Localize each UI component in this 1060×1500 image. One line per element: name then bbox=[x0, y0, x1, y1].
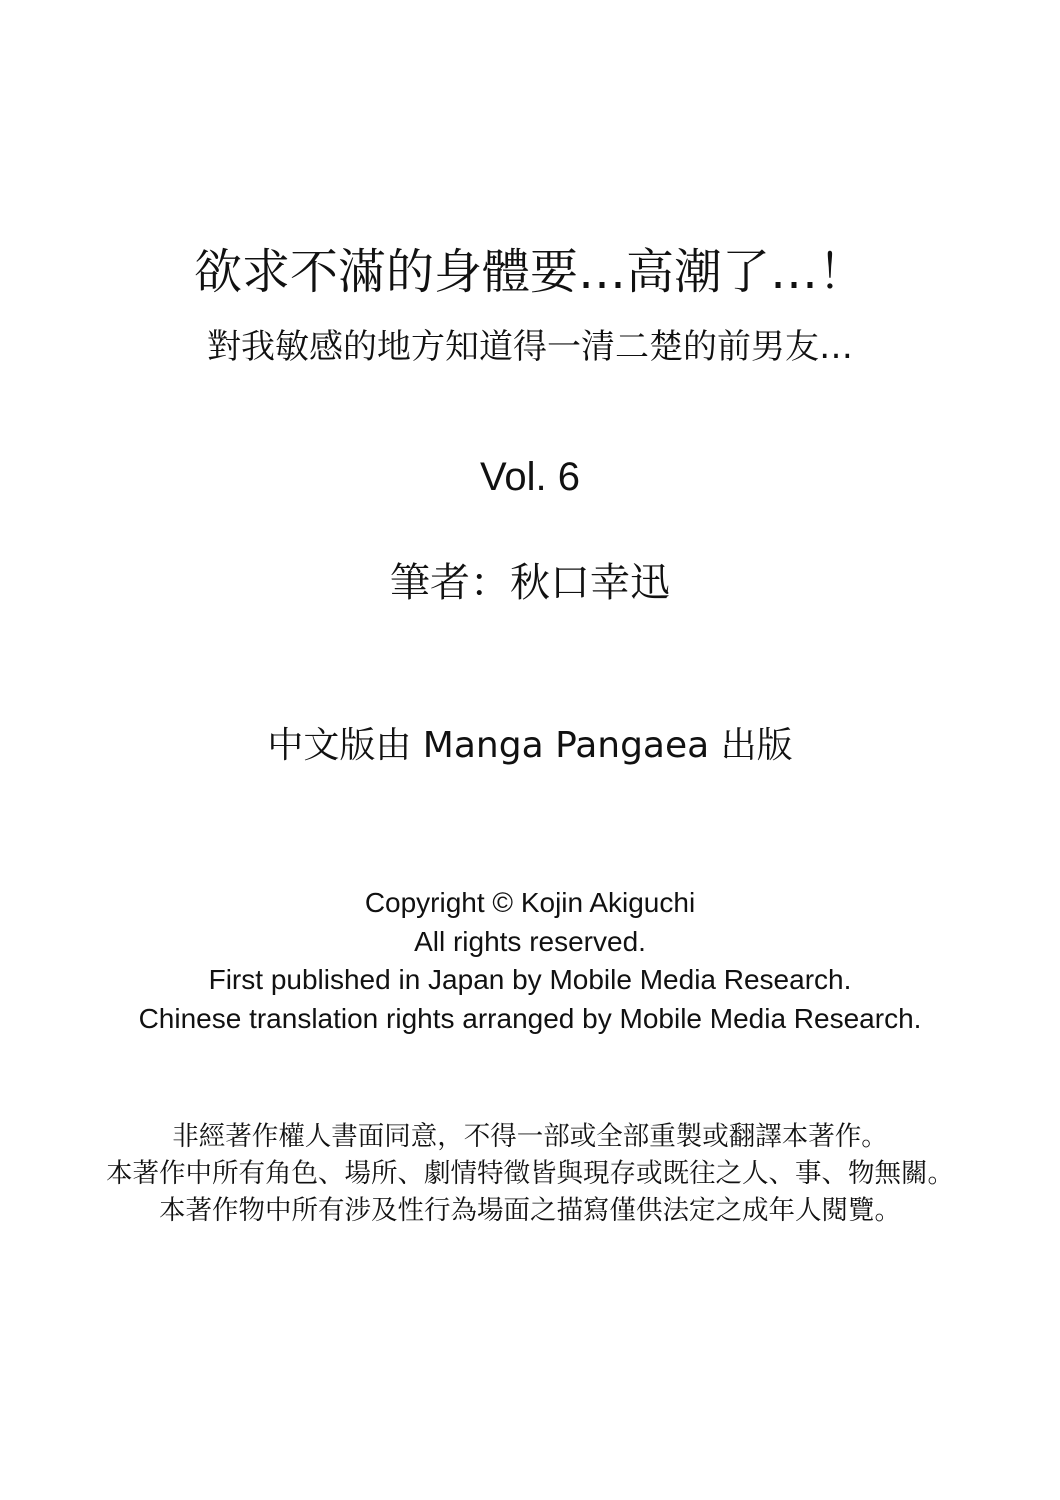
copyright-line: All rights reserved. bbox=[414, 925, 646, 957]
legal-disclaimer bbox=[0, 1118, 1060, 1229]
copyright-line: First published in Japan by Mobile Media Research. bbox=[208, 964, 852, 995]
volume-number: Vol. 6 bbox=[479, 455, 581, 499]
author-credit: 筆者：秋口幸迅 bbox=[390, 560, 670, 606]
copyright-line: Chinese translation rights arranged by Mobile Media Research. bbox=[138, 1002, 922, 1034]
book-title: 欲求不滿的身體要…高潮了…！ bbox=[193, 244, 866, 300]
copyright-notice bbox=[0, 884, 1060, 1038]
copyright-line: Copyright © Kojin Akiguchi bbox=[364, 887, 696, 918]
disclaimer-line: 本著作物中所有涉及性行為場面之描寫僅供法定之成年人閱覽。 bbox=[159, 1195, 901, 1226]
disclaimer-line: 非經著作權人書面同意，不得一部或全部重製或翻譯本著作。 bbox=[172, 1121, 888, 1152]
book-subtitle: 對我敏感的地方知道得一清二楚的前男友… bbox=[207, 327, 853, 367]
disclaimer-line: 本著作中所有角色、場所、劇情特徵皆與現存或既往之人、事、物無關。 bbox=[106, 1158, 954, 1189]
publisher-credit: 中文版由 Manga Pangaea 出版 bbox=[267, 725, 793, 766]
